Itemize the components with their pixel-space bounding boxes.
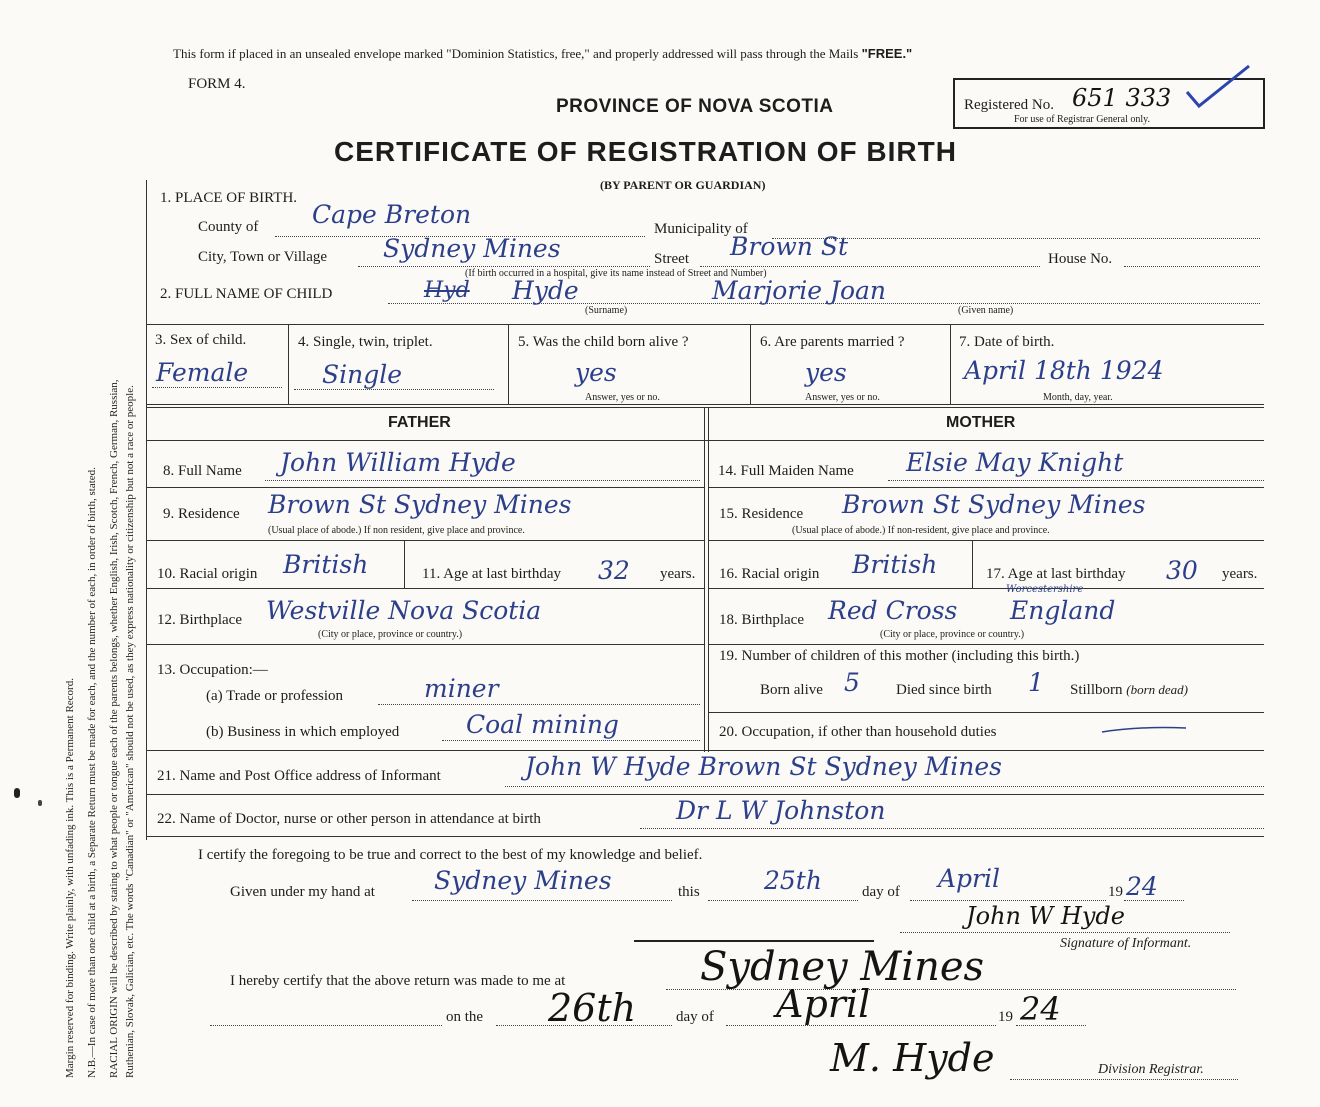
street-label: Street	[654, 251, 689, 267]
registered-number[interactable]: 651 333	[1072, 84, 1172, 112]
child-name-label: 2. FULL NAME OF CHILD	[160, 286, 333, 302]
died-since-birth-value[interactable]: 1	[1028, 668, 1044, 697]
father-birthplace-label: 12. Birthplace	[157, 612, 242, 628]
given-month-line	[910, 900, 1106, 901]
registrar-day-line	[496, 1025, 672, 1026]
mother-racial-divider	[972, 540, 973, 588]
registrar-year-line	[1016, 1025, 1086, 1026]
father-heading: FATHER	[388, 414, 451, 431]
form-number: FORM 4.	[188, 76, 246, 92]
child-surname[interactable]: Hyde	[512, 276, 579, 305]
punch-hole	[38, 800, 42, 806]
surname-caption: (Surname)	[585, 305, 628, 316]
sex-line	[152, 387, 282, 388]
heading-underline	[146, 440, 1264, 441]
father-racial-label: 10. Racial origin	[157, 566, 258, 582]
given-under-hand-label: Given under my hand at	[230, 884, 375, 900]
county-label: County of	[198, 219, 259, 235]
on-the-label: on the	[446, 1009, 484, 1025]
father-name-value[interactable]: John William Hyde	[280, 448, 516, 477]
registrar-month-line	[726, 1025, 996, 1026]
day-of-label: day of	[862, 884, 900, 900]
city-value[interactable]: Sydney Mines	[383, 234, 561, 263]
father-name-label: 8. Full Name	[163, 463, 242, 479]
registrar-month-value[interactable]: April	[776, 982, 871, 1026]
registrar-signature-caption: Division Registrar.	[1098, 1062, 1204, 1077]
registrar-divider	[634, 940, 874, 942]
mother-residence-caption: (Usual place of abode.) If non-resident, give place and province.	[792, 525, 1050, 536]
mother-occupation-label: 20. Occupation, if other than household duties	[719, 724, 997, 740]
father-trade-line	[378, 704, 700, 705]
city-label: City, Town or Village	[198, 249, 328, 265]
father-name-line	[265, 480, 700, 481]
mother-age-label: 17. Age at last birthday	[986, 566, 1126, 582]
born-alive-count-value[interactable]: 5	[844, 668, 860, 697]
stillborn-text: Stillborn	[1070, 682, 1123, 698]
died-since-birth-label: Died since birth	[896, 682, 992, 698]
street-line	[700, 266, 1040, 267]
given-year-value[interactable]: 24	[1126, 872, 1158, 901]
mother-age-unit: years.	[1222, 566, 1258, 582]
doctor-label: 22. Name of Doctor, nurse or other person in attendance at birth	[157, 811, 541, 827]
street-value[interactable]: Brown St	[730, 232, 848, 261]
sex-label: 3. Sex of child.	[155, 332, 247, 348]
registrar-place-line	[666, 989, 1236, 990]
informant-row-line	[146, 794, 1264, 795]
doctor-line	[640, 828, 1264, 829]
check-mark-icon	[1185, 62, 1255, 112]
father-age-label: 11. Age at last birthday	[422, 566, 561, 582]
father-trade-value[interactable]: miner	[424, 674, 499, 703]
father-residence-value[interactable]: Brown St Sydney Mines	[268, 490, 572, 519]
col-divider-3	[750, 324, 751, 404]
city-line	[358, 266, 650, 267]
mother-age-value[interactable]: 30	[1166, 556, 1198, 585]
mother-birthplace-caption: (City or place, province or country.)	[880, 629, 1025, 640]
mother-racial-row-line	[708, 588, 1264, 589]
given-day-line	[708, 900, 858, 901]
col-divider-1	[288, 324, 289, 404]
mail-notice: This form if placed in an unsealed envelope marked "Dominion Statistics, free," and properly addressed will pass through the Mails "FREE."	[173, 46, 913, 61]
registrar-year-value[interactable]: 24	[1020, 990, 1061, 1028]
hospital-note: (If birth occurred in a hospital, give its name instead of Street and Number)	[465, 268, 767, 279]
row-top-line-2	[146, 404, 1264, 405]
informant-line	[505, 786, 1264, 787]
place-of-birth-heading: 1. PLACE OF BIRTH.	[160, 190, 298, 206]
registrar-day-of-label: day of	[676, 1009, 714, 1025]
children-count-row-line	[708, 712, 1264, 713]
parents-married-value[interactable]: yes	[805, 358, 847, 387]
dash-arrow-icon	[1100, 722, 1190, 736]
row-top-line-1	[146, 324, 1264, 325]
registrar-signature-line	[1010, 1079, 1238, 1080]
date-of-birth-caption: Month, day, year.	[1043, 392, 1113, 403]
informant-label: 21. Name and Post Office address of Informant	[157, 768, 441, 784]
mother-residence-label: 15. Residence	[719, 506, 804, 522]
father-residence-caption: (Usual place of abode.) If non resident, give place and province.	[268, 525, 525, 536]
born-alive-value[interactable]: yes	[575, 358, 617, 387]
mother-name-row-line	[708, 487, 1264, 488]
municipality-label: Municipality of	[654, 221, 748, 237]
margin-notice-racial-origin: RACIAL ORIGIN will be described by stating to what people or tongue each of the parents belongs, whether English, Irish, Scotch, French, German, Russian,	[108, 379, 120, 1078]
single-twin-label: 4. Single, twin, triplet.	[298, 334, 433, 350]
house-number-label: House No.	[1048, 251, 1113, 267]
father-business-line	[442, 740, 700, 741]
certificate-subtitle: (BY PARENT OR GUARDIAN)	[600, 178, 766, 192]
father-business-label: (b) Business in which employed	[206, 724, 400, 740]
sex-value[interactable]: Female	[156, 358, 249, 387]
margin-notice-multiple-births: N.B.—In case of more than one child at a birth, a Separate Return must be made for each, and the number of each, in order of birth, stated.	[86, 467, 98, 1078]
father-residence-label: 9. Residence	[163, 506, 240, 522]
given-place-value[interactable]: Sydney Mines	[434, 866, 612, 895]
registrar-year-prefix: 19	[998, 1009, 1013, 1025]
father-residence-row-line	[146, 540, 704, 541]
given-name-caption: (Given name)	[958, 305, 1014, 316]
mother-racial-value[interactable]: British	[852, 550, 938, 579]
born-alive-label: 5. Was the child born alive ?	[518, 334, 689, 350]
registered-label: Registered No.	[964, 97, 1054, 113]
informant-signature[interactable]: John W Hyde	[966, 902, 1125, 930]
doctor-value[interactable]: Dr L W Johnston	[676, 796, 886, 825]
mother-birthplace-value[interactable]: Red Cross	[828, 596, 958, 625]
given-year-prefix: 19	[1108, 884, 1123, 900]
mother-occupation-row-line	[146, 750, 1264, 751]
certify-statement: I certify the foregoing to be true and correct to the best of my knowledge and belief.	[198, 847, 703, 863]
child-name-struck: Hyd	[424, 278, 470, 303]
mother-residence-value[interactable]: Brown St Sydney Mines	[842, 490, 1146, 519]
given-year-line	[1124, 900, 1184, 901]
parents-married-caption: Answer, yes or no.	[805, 392, 880, 403]
given-place-line	[412, 900, 672, 901]
born-alive-count-label: Born alive	[760, 682, 823, 698]
father-racial-row-line	[146, 588, 704, 589]
registrar-statement: I hereby certify that the above return was made to me at	[230, 973, 566, 989]
mail-free: "FREE."	[861, 46, 913, 61]
stillborn-label	[1070, 682, 1188, 699]
mother-residence-row-line	[708, 540, 1264, 541]
mother-racial-label: 16. Racial origin	[719, 566, 820, 582]
informant-signature-caption: Signature of Informant.	[1060, 936, 1192, 951]
father-birthplace-value[interactable]: Westville Nova Scotia	[266, 596, 542, 625]
house-number-line	[1124, 266, 1260, 267]
father-occupation-label: 13. Occupation:—	[157, 662, 268, 678]
certificate-title: CERTIFICATE OF REGISTRATION OF BIRTH	[334, 136, 957, 167]
child-given-name[interactable]: Marjorie Joan	[712, 276, 887, 305]
given-day-value[interactable]: 25th	[764, 866, 822, 895]
mother-name-value[interactable]: Elsie May Knight	[906, 448, 1124, 477]
registrar-place[interactable]: Sydney Mines	[700, 944, 985, 990]
mother-birthplace-insert[interactable]: Worcestershire	[1006, 584, 1084, 595]
mother-birthplace-label: 18. Birthplace	[719, 612, 804, 628]
father-age-unit: years.	[660, 566, 696, 582]
father-name-row-line	[146, 487, 704, 488]
parents-married-label: 6. Are parents married ?	[760, 334, 905, 350]
mother-birthplace-country[interactable]: England	[1010, 596, 1116, 625]
father-trade-label: (a) Trade or profession	[206, 688, 344, 704]
father-racial-divider	[404, 540, 405, 588]
this-label: this	[678, 884, 700, 900]
row-top-line-2b	[146, 407, 1264, 408]
stillborn-note: (born dead)	[1126, 682, 1189, 697]
informant-value[interactable]: John W Hyde Brown St Sydney Mines	[525, 752, 1003, 781]
father-birthplace-caption: (City or place, province or country.)	[318, 629, 463, 640]
registrar-only-note: For use of Registrar General only.	[1014, 114, 1150, 125]
children-count-label: 19. Number of children of this mother (including this birth.)	[719, 648, 1080, 664]
mother-heading: MOTHER	[946, 414, 1016, 431]
mother-name-line	[888, 480, 1264, 481]
given-month-value[interactable]: April	[938, 864, 1000, 893]
county-value[interactable]: Cape Breton	[312, 200, 472, 229]
father-racial-value[interactable]: British	[283, 550, 369, 579]
born-alive-caption: Answer, yes or no.	[585, 392, 660, 403]
col-divider-2	[508, 324, 509, 404]
doctor-row-line	[146, 836, 1264, 837]
col-divider-4	[950, 324, 951, 404]
left-border	[146, 180, 147, 840]
registrar-on-the-lead-line	[210, 1025, 442, 1026]
date-of-birth-value[interactable]: April 18th 1924	[964, 356, 1164, 385]
informant-signature-line	[900, 932, 1230, 933]
father-birthplace-row-line	[146, 644, 704, 645]
father-age-value[interactable]: 32	[598, 556, 630, 585]
margin-notice-binding: Margin reserved for binding. Write plainly, with unfading ink. This is a Permanent Record.	[64, 678, 76, 1078]
single-twin-line	[294, 389, 494, 390]
mother-birthplace-row-line	[708, 644, 1264, 645]
father-mother-divider	[704, 407, 705, 752]
registrar-day-value[interactable]: 26th	[548, 986, 637, 1030]
father-mother-divider-b	[708, 407, 709, 752]
date-of-birth-label: 7. Date of birth.	[959, 334, 1055, 350]
registrar-signature[interactable]: M. Hyde	[830, 1036, 995, 1080]
punch-hole	[14, 788, 20, 798]
father-business-value[interactable]: Coal mining	[466, 710, 619, 739]
province-heading: PROVINCE OF NOVA SCOTIA	[556, 96, 834, 117]
margin-notice-nationality: Ruthenian, Slovak, Galician, etc. The words "Canadian" or "American" should not be used, as they express nationality or citizenship but not a race or people.	[124, 385, 136, 1078]
mother-name-label: 14. Full Maiden Name	[718, 463, 854, 479]
single-twin-value[interactable]: Single	[322, 360, 403, 389]
